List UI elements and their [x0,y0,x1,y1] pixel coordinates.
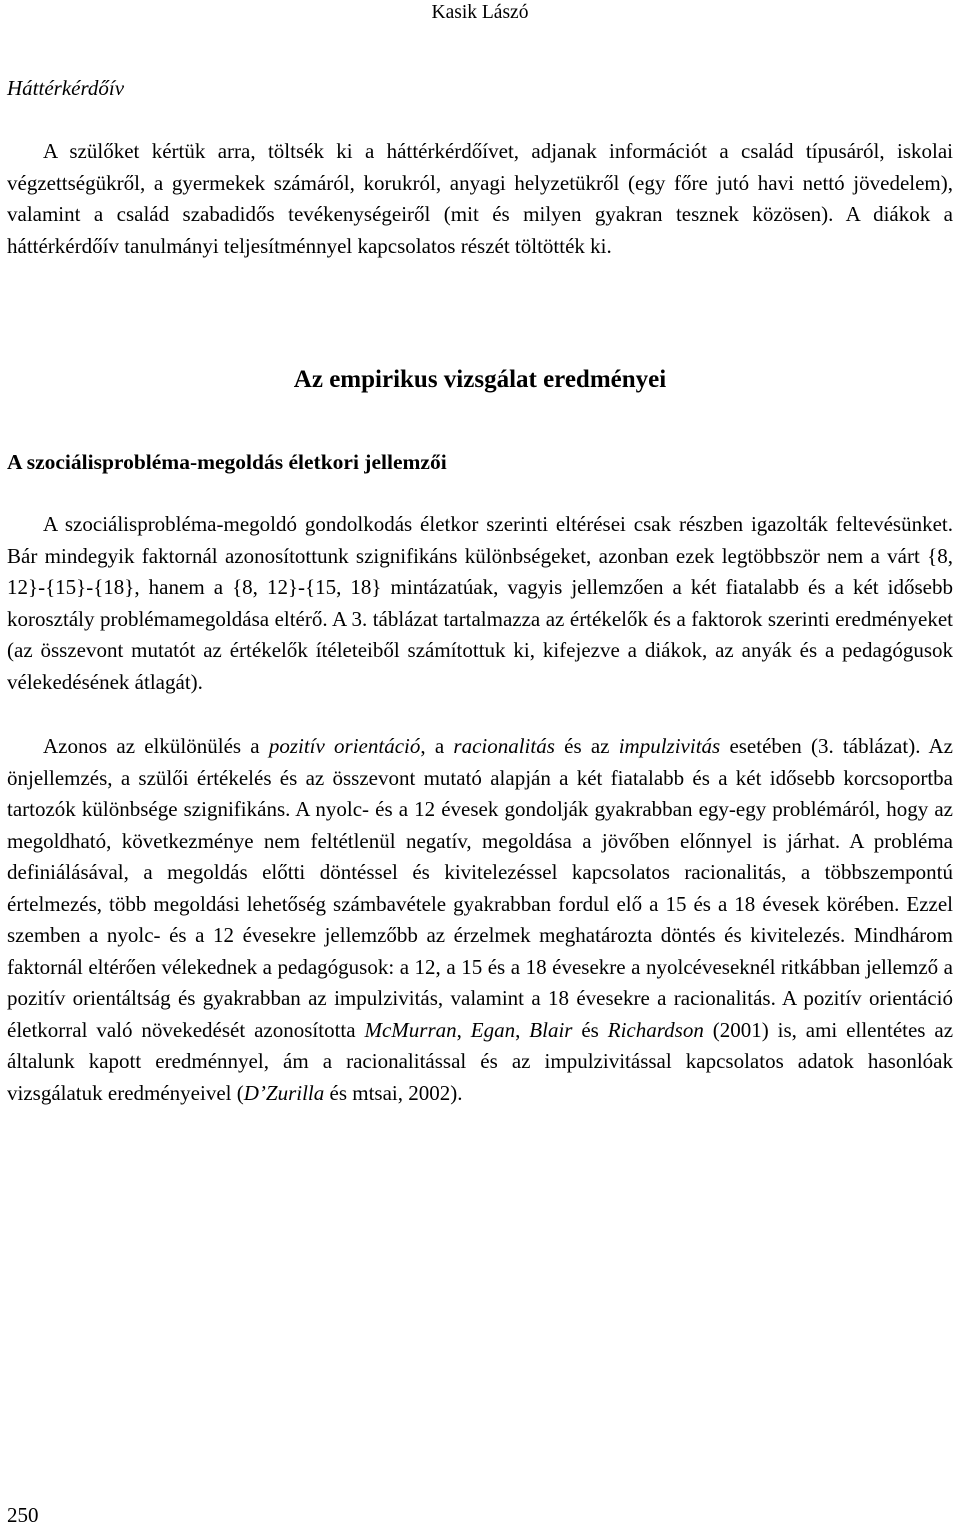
page-number: 250 [7,1503,39,1527]
results-paragraph-2 [7,731,953,1109]
text-run: esetében (3. táblázat). Az önjellemzés, a szülői értékelés és az összevont mutató alapján a két fiatalabb és a két idősebb korcsoportba tartozók különbsége szignifikáns. A nyolc- és a 12 évesek gondolják gyakrabban egy-egy problémáról, hogy az megoldható, következménye nem feltétlenül negatív, megoldása a jövőben előnnyel is járhat. A probléma definiálásával, a megoldás előtti döntéssel és kivitelezéssel kapcsolatos racionalitás, a többszempontú értelmezés, több megoldási lehetőség számbavétele gyakrabban fordul elő a 15 és a 18 évesek körében. Ezzel szemben a nyolc- és a 12 évesekre jellemzőbb az érzelmek meghatározta döntés és kivitelezés. Mindhárom faktornál eltérően vélekednek a pedagógusok: a 12, a 15 és a 18 évesekre a nyolcéveseknél ritkábban jellemző a pozitív orientáltság és gyakrabban az impulzivitás, valamint a 18 évesekre a racionalitás. A pozitív orientáció életkorral való növekedését azonosította [7,734,953,1042]
results-paragraph-1-text: A szociálisprobléma-megoldó gondolkodás életkor szerinti eltérései csak részben igazolták feltevésünket. Bár mindegyik faktornál azonosítottunk szignifikáns különbségeket, azonban ezek legtöbbször nem a várt {8, 12}-{15}-{18}, hanem a {8, 12}-{15, 18} mintázatúak, vagyis jellemzően a két fiatalabb és a két idősebb korosztály problémamegoldása eltérő. A 3. táblázat tartalmazza az értékelők és a faktorok szerinti eredményeket (az összevont mutatót az értékelők ítéleteiből számítottuk ki, kifejezve a diákok, az anyák és a pedagógusok vélekedésének átlagát). [7,512,953,694]
text-run: és [572,1017,608,1042]
text-run: és az [554,734,619,758]
citation-author-mcmurran: McMurran [364,1017,457,1042]
text-run: , [456,1017,471,1042]
results-heading: Az empirikus vizsgálat eredményei [293,366,667,393]
citation-author-richardson: Richardson [607,1017,704,1042]
text-run: (2001) is, ami ellentétes az általunk kapott eredménnyel, ám a racionalitással és az impulzivitással kapcsolatos adatok hasonlóak vizsgálatuk eredményeivel ( [7,1017,954,1105]
results-subheading: A szociálisprobléma-megoldás életkori jellemzői [7,450,447,474]
emphasis-positive-orientation: pozitív orientáció [268,734,421,758]
results-paragraph-1 [7,509,953,698]
text-run: és mtsai, 2002). [324,1080,463,1105]
text-run: , a [420,734,454,758]
emphasis-impulsivity: impulzivitás [618,734,721,758]
running-head: Kasik Lászó [431,2,529,23]
citation-author-egan: Egan [470,1017,516,1042]
background-paragraph-text: A szülőket kértük arra, töltsék ki a háttérkérdőívet, adjanak információt a család típusáról, iskolai végzettségükről, a gyermekek számáról, korukról, anyagi helyzetükről (egy főre jutó havi nettó jövedelem), valamint a család szabadidős tevékenységeiről (mit és milyen gyakran tesznek közösen). A diákok a háttérkérdőív tanulmányi teljesítménnyel kapcsolatos részét töltötték ki. [7,139,953,258]
text-run: , [515,1017,530,1042]
citation-author-blair: Blair [529,1017,573,1042]
citation-author-dzurilla: D’Zurilla [243,1080,325,1105]
emphasis-rationality: racionalitás [453,734,555,758]
section-title-background-questionnaire: Háttérkérdőív [7,76,125,100]
background-paragraph [7,136,953,262]
text-run: Azonos az elkülönülés a [43,734,269,758]
